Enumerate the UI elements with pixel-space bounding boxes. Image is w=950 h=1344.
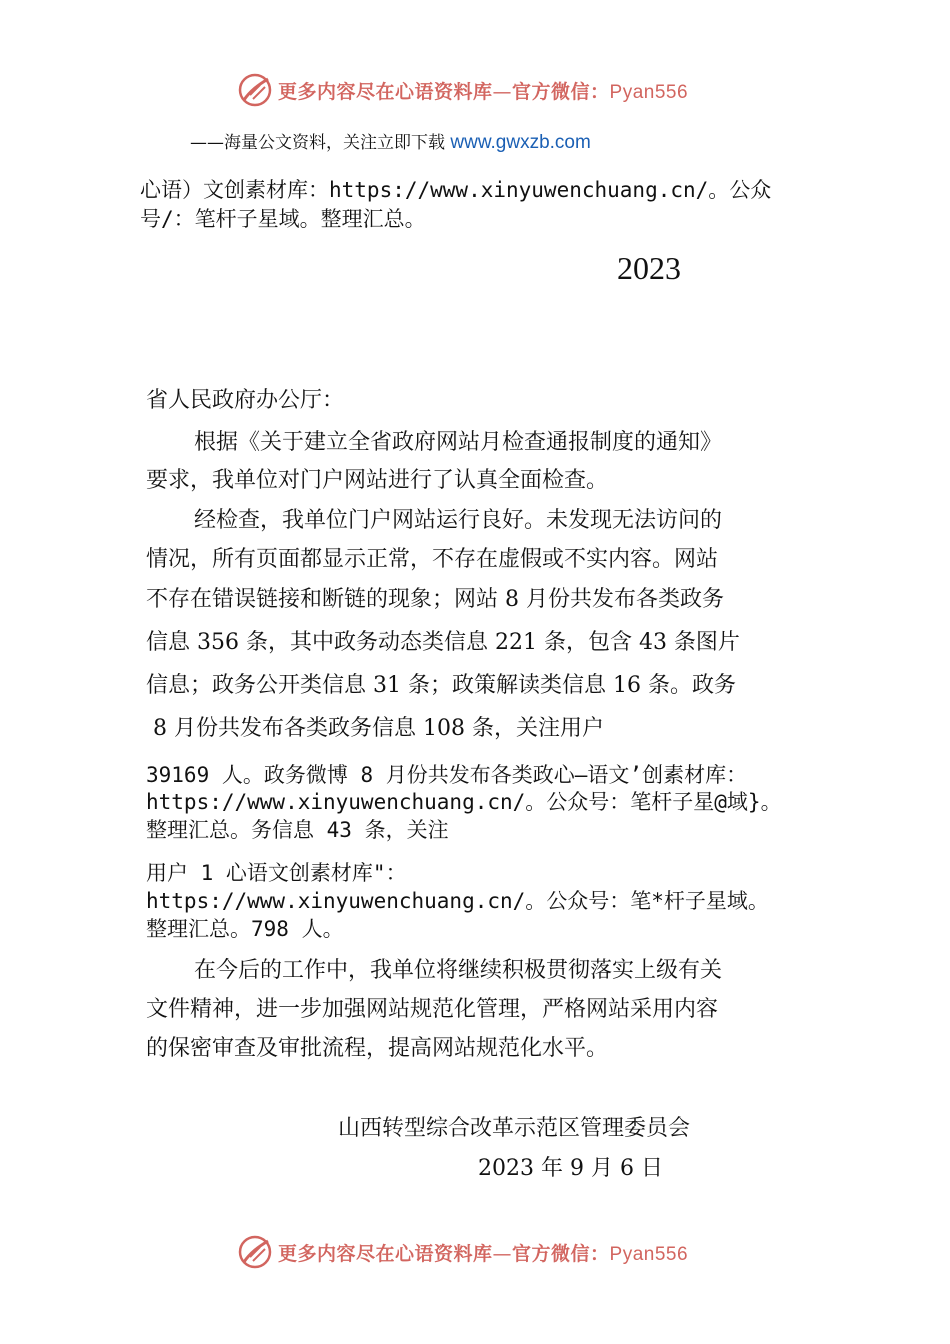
banner-dash: — bbox=[492, 1242, 513, 1265]
p1-line-1: 根据《关于建立全省政府网站月检查通报制度的通知》 bbox=[194, 430, 723, 455]
salutation: 省人民政府办公厅： bbox=[146, 388, 345, 413]
p3-line-1: 在今后的工作中，我单位将继续积极贯彻落实上级有关 bbox=[194, 958, 723, 983]
p3-line-3: 的保密审查及审批流程，提高网站规范化水平。 bbox=[146, 1036, 609, 1061]
p2-line-4: 信息 356 条，其中政务动态类信息 221 条，包含 43 条图片 bbox=[146, 630, 740, 655]
subheader-link[interactable]: www.gwxzb.com bbox=[450, 132, 591, 153]
year-heading: 2023 bbox=[617, 250, 681, 286]
banner-main: 更多内容尽在心语资料库 bbox=[278, 80, 493, 103]
p1-line-2: 要求，我单位对门户网站进行了认真全面检查。 bbox=[146, 468, 609, 493]
p2-line-6: 8 月份共发布各类政务信息 108 条，关注用户 bbox=[146, 716, 604, 741]
ad-top-line-2: 号/：笔杆子星域。整理汇总。 bbox=[140, 207, 426, 231]
ad-mid1-line-1: 39169 人。政务微博 8 月份共发布各类政心—语文’创素材库： bbox=[146, 763, 748, 787]
p3-line-2: 文件精神，进一步加强网站规范化管理，严格网站采用内容 bbox=[146, 997, 719, 1022]
p2-line-3: 不存在错误链接和断链的现象；网站 8 月份共发布各类政务 bbox=[146, 587, 724, 612]
banner-wechat-id: Pyan556 bbox=[609, 1243, 689, 1265]
ad-mid2-line-3: 整理汇总。798 人。 bbox=[146, 917, 344, 941]
subheader-text: ——海量公文资料，关注立即下载 bbox=[190, 133, 445, 153]
p2-line-5: 信息；政务公开类信息 31 条；政策解读类信息 16 条。政务 bbox=[146, 673, 736, 698]
ad-mid1-line-2: https://www.xinyuwenchuang.cn/。公众号：笔杆子星@域}。 bbox=[146, 790, 782, 814]
subheader bbox=[190, 128, 591, 154]
ad-top-line-1: 心语）文创素材库：https://www.xinyuwenchuang.cn/。公众 bbox=[140, 178, 772, 202]
p2-line-1: 经检查，我单位门户网站运行良好。未发现无法访问的 bbox=[194, 508, 723, 533]
logo-icon bbox=[238, 73, 272, 107]
banner-dash: — bbox=[492, 80, 513, 103]
signature: 山西转型综合改革示范区管理委员会 bbox=[338, 1116, 691, 1141]
logo-icon bbox=[238, 1235, 272, 1269]
banner-main: 更多内容尽在心语资料库 bbox=[278, 1242, 493, 1265]
banner-wechat-label: 官方微信： bbox=[512, 1242, 610, 1265]
ad-mid1-line-3: 整理汇总。务信息 43 条，关注 bbox=[146, 818, 449, 842]
banner-wechat-id: Pyan556 bbox=[609, 81, 689, 103]
header-banner bbox=[238, 72, 688, 108]
ad-mid2-line-2: https://www.xinyuwenchuang.cn/。公众号：笔*杆子星域。 bbox=[146, 889, 769, 913]
p2-line-2: 情况，所有页面都显示正常，不存在虚假或不实内容。网站 bbox=[146, 547, 719, 572]
ad-mid2-line-1: 用户 1 心语文创素材库"： bbox=[146, 861, 407, 885]
footer-banner bbox=[238, 1234, 688, 1270]
banner-wechat-label: 官方微信： bbox=[512, 80, 610, 103]
date: 2023 年 9 月 6 日 bbox=[478, 1156, 663, 1181]
